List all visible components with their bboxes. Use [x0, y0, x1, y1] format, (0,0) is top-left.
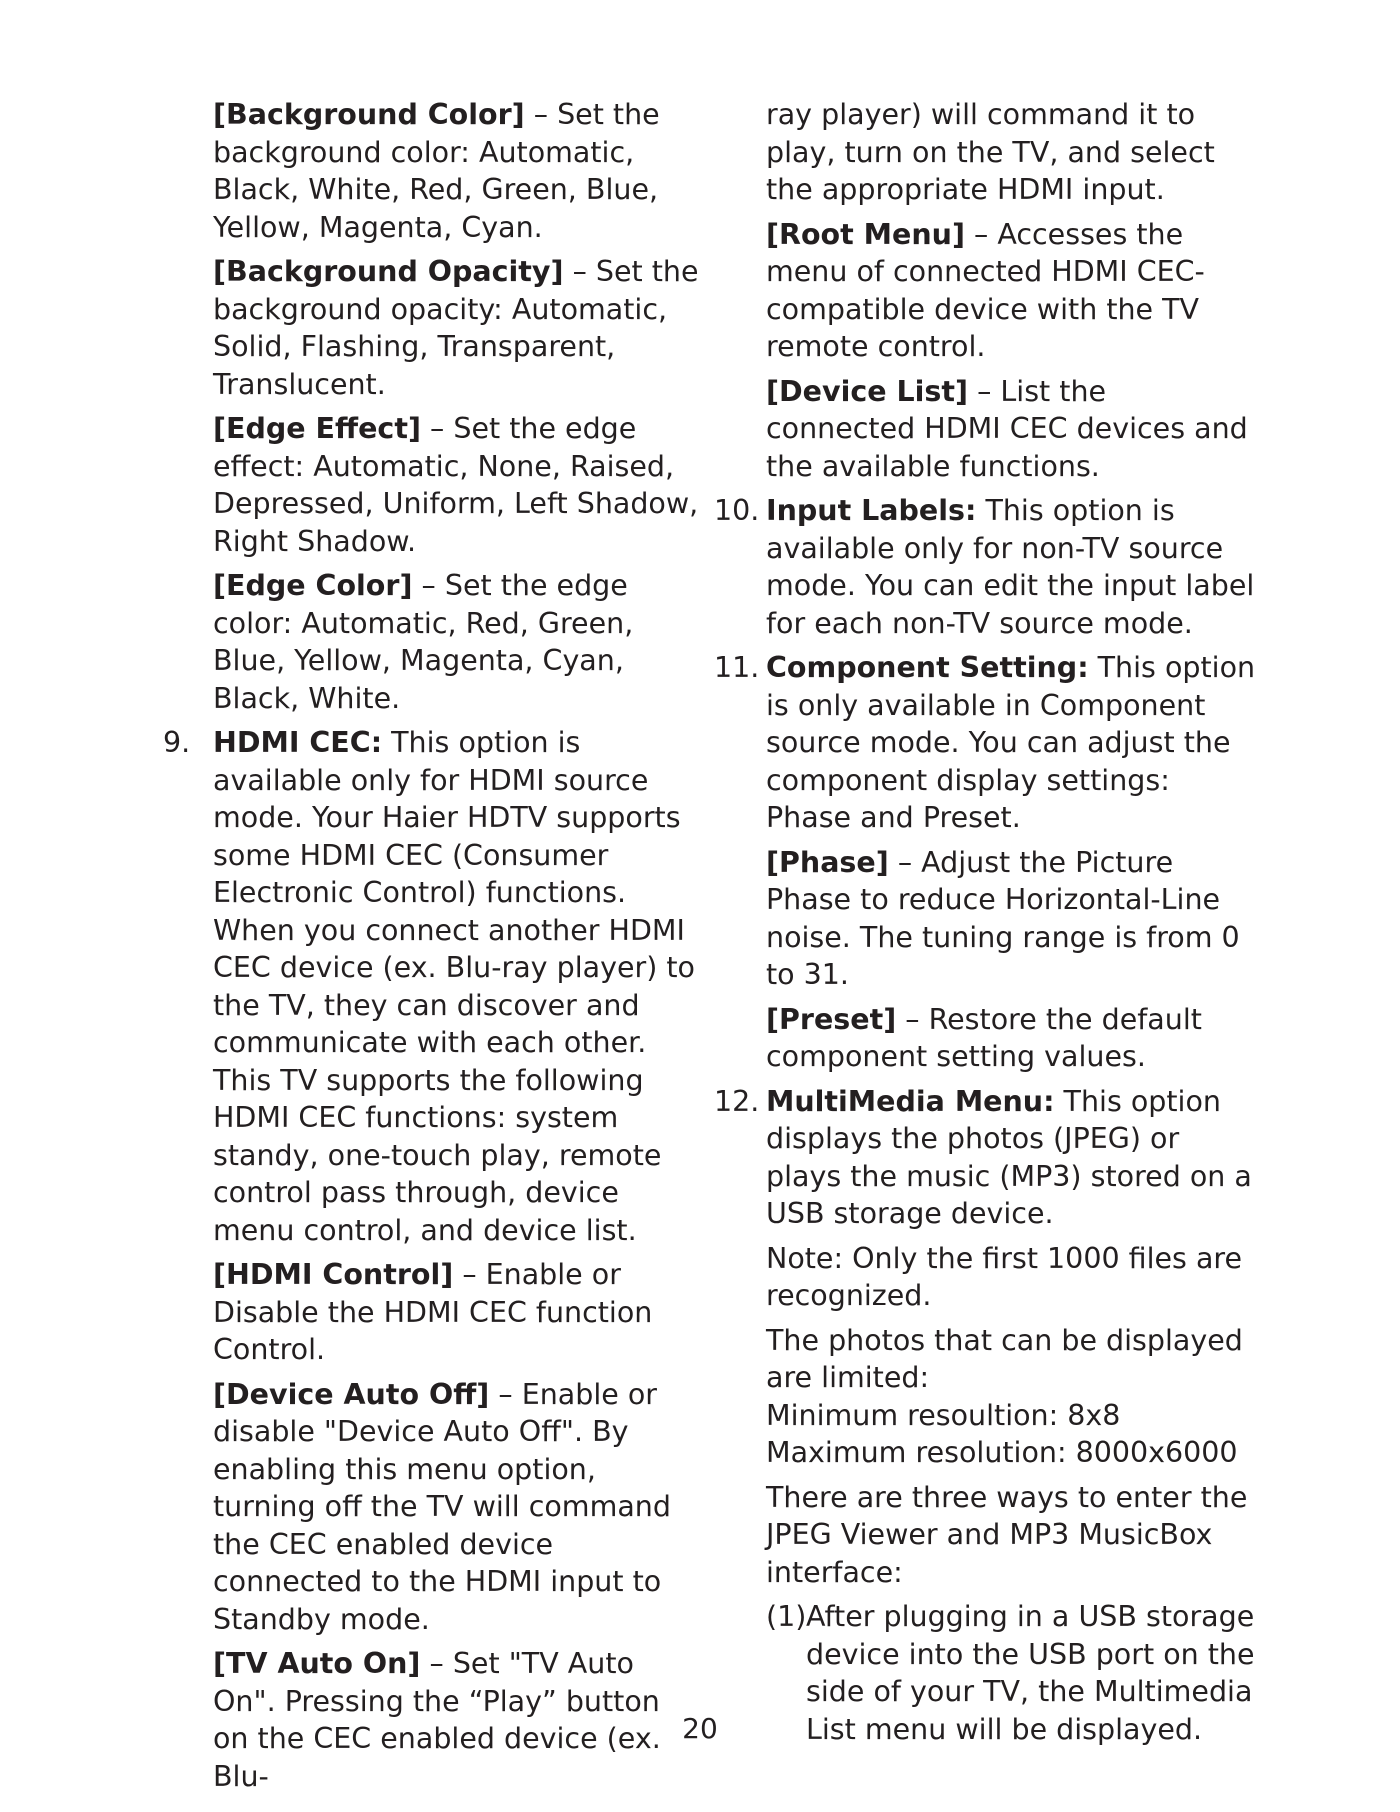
desc-device-auto-off: – Enable or disable "Device Auto Off". By enabling this menu option, turning off the TV will command the CEC enabled device connected to the HDMI input to Standby mode.	[213, 1377, 671, 1636]
step-number: (1)	[766, 1600, 807, 1633]
edge-effect-entry	[213, 410, 703, 560]
page-number: 20	[682, 1712, 718, 1745]
desc-background-opacity: – Set the background opacity: Automatic, Solid, Flashing, Transparent, Translucent.	[213, 255, 699, 401]
term-hdmi-control: [HDMI Control]	[213, 1258, 454, 1291]
device-auto-off-entry	[213, 1376, 703, 1639]
term-phase: [Phase]	[766, 845, 889, 879]
term-device-list: [Device List]	[766, 374, 969, 408]
desc-component-setting: This option is only available in Component source mode. You can adjust the component display settings: Phase and Preset.	[766, 651, 1256, 834]
term-tv-auto-on: [TV Auto On]	[213, 1647, 421, 1680]
device-list-entry	[766, 373, 1256, 486]
desc-hdmi-cec: This option is available only for HDMI source mode. Your Haier HDTV supports some HDMI CEC (Consumer Electronic Control) functions. When you connect another HDMI CEC device (ex. Blu-ray player) to the TV, they can discover and communicate with each other. This TV supports the following HDMI CEC functions: system standy, one-touch play, remote control pass through, device menu control, and device list.	[213, 726, 695, 1247]
background-color-entry	[213, 96, 703, 246]
desc-phase: – Adjust the Picture Phase to reduce Horizontal-Line noise. The tuning range is from 0 to 31.	[766, 845, 1240, 991]
item-11-component-setting	[714, 649, 1256, 837]
right-column	[714, 96, 1256, 1755]
tv-auto-on-continuation: ray player) will command it to play, turn on the TV, and select the appropriate HDMI input.	[766, 98, 1215, 206]
background-opacity-entry	[213, 253, 703, 403]
term-component-setting: Component Setting:	[766, 651, 1089, 684]
item-number: 10.	[714, 494, 760, 527]
step-1-text: After plugging in a USB storage device into the USB port on the side of your TV, the Multimedia List menu will be displayed.	[806, 1600, 1255, 1746]
photos-limited-text: The photos that can be displayed are limited:	[766, 1323, 1243, 1394]
term-background-opacity: [Background Opacity]	[213, 255, 564, 288]
term-preset: [Preset]	[766, 1002, 897, 1036]
file-limit-note: Note: Only the first 1000 files are recognized.	[766, 1241, 1243, 1312]
min-resolution-text: Minimum resoultion: 8x8	[766, 1398, 1121, 1432]
desc-tv-auto-on: – Set "TV Auto On". Pressing the “Play” button on the CEC enabled device (ex. Blu-	[213, 1647, 661, 1793]
item-12-multimedia-menu	[714, 1083, 1256, 1233]
desc-preset: – Restore the default component setting values.	[766, 1002, 1202, 1073]
edge-color-entry	[213, 567, 703, 717]
term-edge-effect: [Edge Effect]	[213, 412, 421, 445]
desc-input-labels: This option is available only for non-TV source mode. You can edit the input label for each non-TV source mode.	[766, 494, 1255, 640]
phase-entry	[766, 844, 1256, 994]
root-menu-entry	[766, 216, 1256, 366]
item-9-hdmi-cec	[163, 724, 703, 1249]
term-input-labels: Input Labels:	[766, 494, 977, 527]
desc-device-list: – List the connected HDMI CEC devices and the available functions.	[766, 374, 1248, 483]
item-number: 12.	[714, 1084, 760, 1118]
item-number: 11.	[714, 651, 760, 684]
three-ways-text: There are three ways to enter the JPEG Viewer and MP3 MusicBox interface:	[766, 1480, 1248, 1589]
desc-multimedia-menu: This option displays the photos (JPEG) or plays the music (MP3) stored on a USB storage device.	[766, 1084, 1252, 1230]
hdmi-control-entry	[213, 1256, 703, 1369]
desc-background-color: – Set the background color: Automatic, Black, White, Red, Green, Blue, Yellow, Magenta, Cyan.	[213, 98, 660, 244]
left-column	[163, 96, 703, 1802]
term-root-menu: [Root Menu]	[766, 217, 965, 251]
desc-edge-effect: – Set the edge effect: Automatic, None, Raised, Depressed, Uniform, Left Shadow, Right Shadow.	[213, 412, 699, 558]
desc-hdmi-control: – Enable or Disable the HDMI CEC function Control.	[213, 1258, 653, 1366]
term-hdmi-cec: HDMI CEC:	[213, 726, 383, 759]
item-10-input-labels	[714, 492, 1256, 642]
term-device-auto-off: [Device Auto Off]	[213, 1377, 490, 1411]
max-resolution-text: Maximum resolution: 8000x6000	[766, 1436, 1238, 1469]
preset-entry	[766, 1001, 1256, 1076]
desc-edge-color: – Set the edge color: Automatic, Red, Green, Blue, Yellow, Magenta, Cyan, Black, White.	[213, 569, 634, 715]
desc-root-menu: – Accesses the menu of connected HDMI CEC-compatible device with the TV remote control.	[766, 217, 1205, 363]
term-multimedia-menu: MultiMedia Menu:	[766, 1084, 1055, 1118]
item-number: 9.	[163, 726, 191, 759]
term-edge-color: [Edge Color]	[213, 569, 413, 602]
term-background-color: [Background Color]	[213, 98, 525, 131]
